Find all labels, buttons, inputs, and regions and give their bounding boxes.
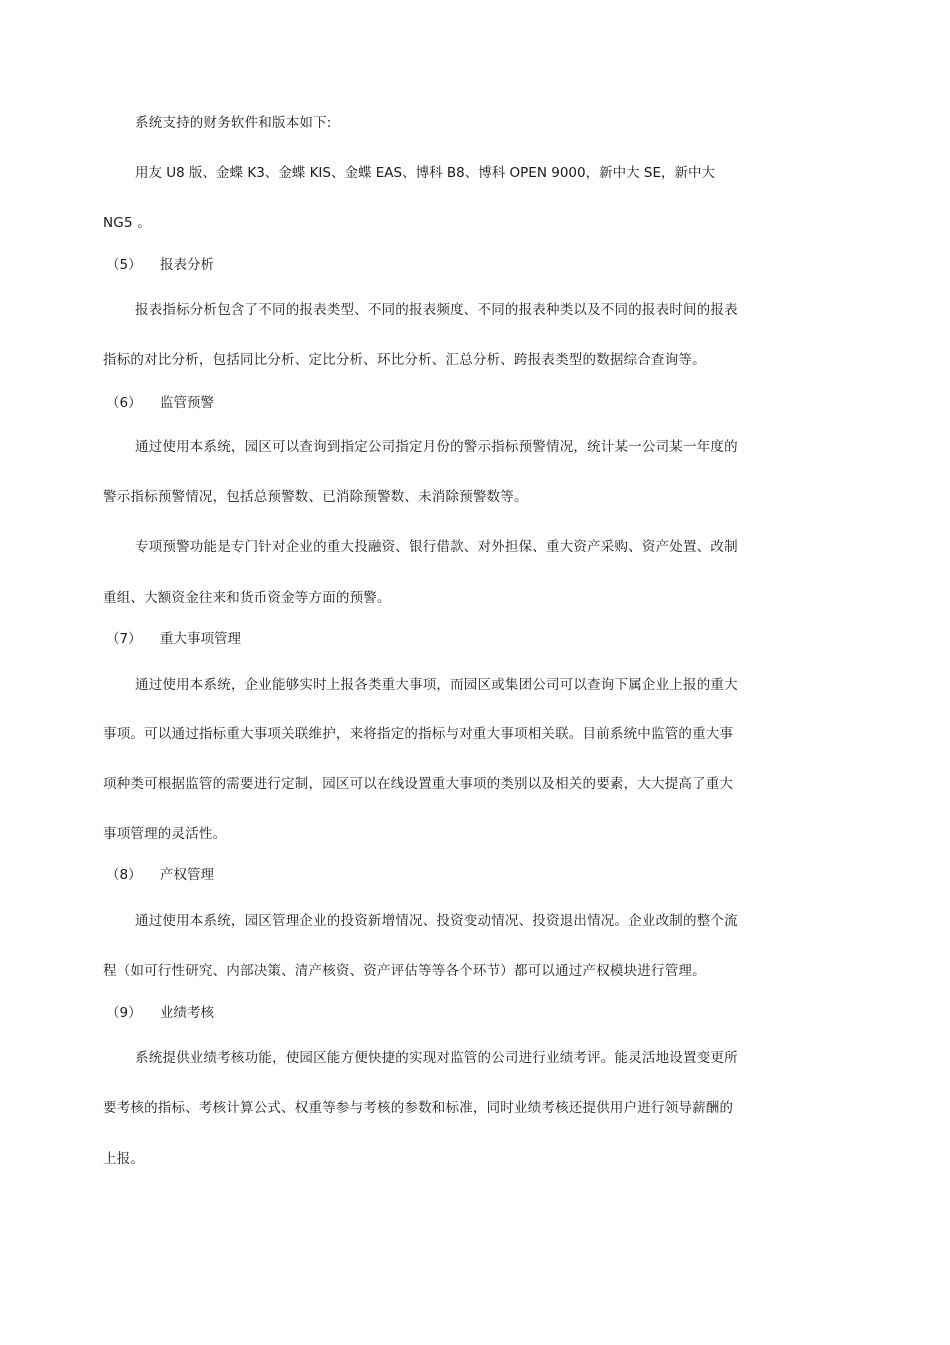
section-5-line-2: 指标的对比分析，包括同比分析、定比分析、环比分析、汇总分析、跨报表类型的数据综合查询等。	[103, 352, 706, 368]
section-7-line-2: 事项。可以通过指标重大事项关联维护，来将指定的指标与对重大事项相关联。目前系统中监管的重大事	[103, 726, 734, 742]
section-9-title: 业绩考核	[160, 1005, 214, 1021]
section-6-line-3: 专项预警功能是专门针对企业的重大投融资、银行借款、对外担保、重大资产采购、资产处置、改制	[135, 539, 738, 555]
section-7-number: （7）	[106, 631, 142, 647]
section-8-line-1: 通过使用本系统，园区管理企业的投资新增情况、投资变动情况、投资退出情况。企业改制的整个流	[135, 913, 738, 929]
section-7-line-1: 通过使用本系统，企业能够实时上报各类重大事项，而园区或集团公司可以查询下属企业上报的重大	[135, 677, 738, 693]
software-list-line-2: NG5 。	[103, 215, 151, 231]
section-9-number: （9）	[106, 1005, 142, 1021]
software-lead-text: 系统支持的财务软件和版本如下:	[135, 115, 332, 131]
section-9-line-3: 上报。	[103, 1151, 145, 1167]
section-6-line-4: 重组、大额资金往来和货币资金等方面的预警。	[103, 590, 391, 606]
section-8-number: （8）	[106, 867, 142, 883]
section-7-title: 重大事项管理	[160, 631, 241, 647]
section-9-line-2: 要考核的指标、考核计算公式、权重等参与考核的参数和标准，同时业绩考核还提供用户进行领导薪酬的	[103, 1100, 734, 1116]
section-9-line-1: 系统提供业绩考核功能，使园区能方便快捷的实现对监管的公司进行业绩考评。能灵活地设置变更所	[135, 1050, 738, 1066]
section-6-line-1: 通过使用本系统，园区可以查询到指定公司指定月份的警示指标预警情况，统计某一公司某一年度的	[135, 439, 738, 455]
section-5-title: 报表分析	[160, 257, 214, 273]
section-7-line-4: 事项管理的灵活性。	[103, 826, 227, 842]
section-5-line-1: 报表指标分析包含了不同的报表类型、不同的报表频度、不同的报表种类以及不同的报表时间的报表	[135, 302, 738, 318]
section-8-line-2: 程（如可行性研究、内部决策、清产核资、资产评估等等各个环节）都可以通过产权模块进行管理。	[103, 963, 706, 979]
software-list-line-1: 用友 U8 版、金蝶 K3、金蝶 KIS、金蝶 EAS、博科 B8、博科 OPEN 9000，新中大 SE，新中大	[135, 165, 715, 181]
section-6-number: （6）	[106, 395, 142, 411]
section-8-title: 产权管理	[160, 867, 214, 883]
section-5-number: （5）	[106, 257, 142, 273]
section-6-title: 监管预警	[160, 395, 214, 411]
section-6-line-2: 警示指标预警情况，包括总预警数、已消除预警数、未消除预警数等。	[103, 489, 528, 505]
section-7-line-3: 项种类可根据监管的需要进行定制，园区可以在线设置重大事项的类别以及相关的要素，大大提高了重大	[103, 776, 734, 792]
